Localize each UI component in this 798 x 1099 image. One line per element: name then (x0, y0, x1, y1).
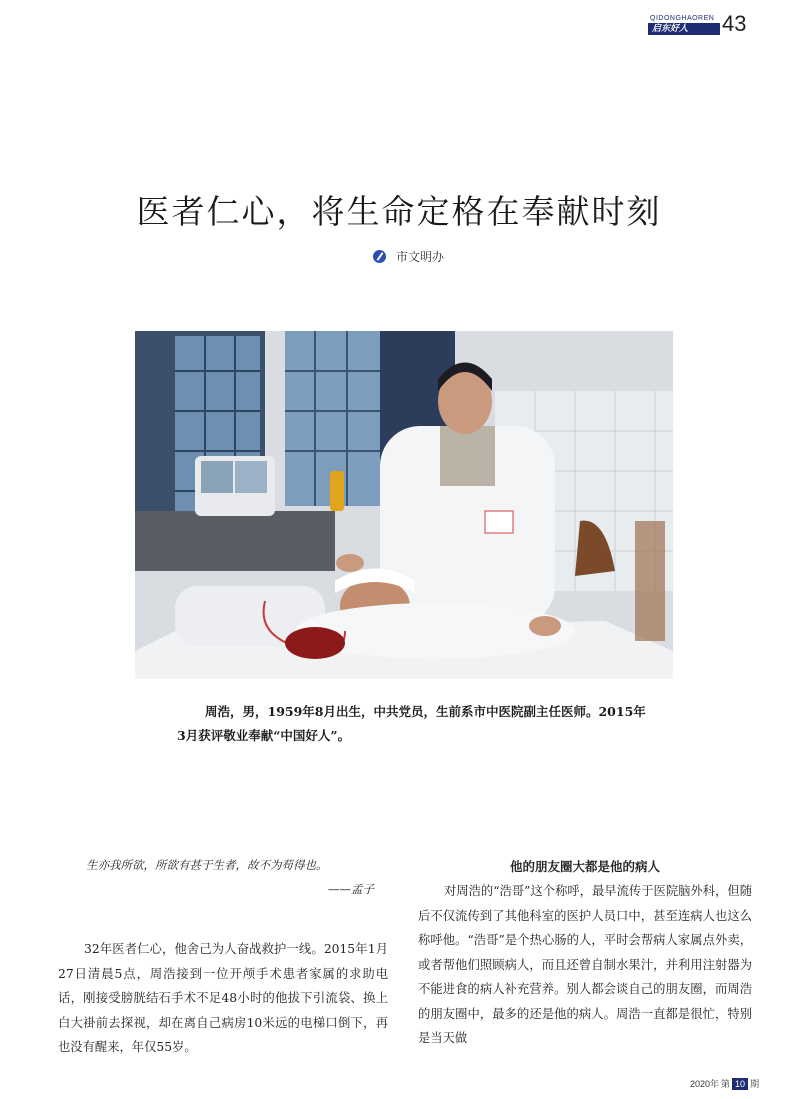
right-column (418, 855, 752, 1051)
author: 市文明办 (396, 250, 445, 264)
section-heading: 他的朋友圈大都是他的病人 (509, 859, 660, 874)
header-column-name: 启东好人 (648, 23, 720, 35)
footer-issue-number: 10 (732, 1078, 748, 1090)
photo-caption: 周浩，男，1959年8月出生，中共党员，生前系市中医院副主任医师。2015年3月获评敬业奉献“中国好人”。 (177, 704, 646, 743)
footer-issue-prefix: 第 (721, 1079, 731, 1089)
photo-illustration (135, 331, 673, 679)
page-number: 43 (722, 11, 747, 36)
header-pinyin: QIDONGHAOREN (650, 15, 715, 22)
epigraph-source: ——孟子 (328, 882, 374, 896)
epigraph: 生亦我所欲，所欲有甚于生者，故不为苟得也。 (86, 858, 328, 872)
footer-issue-suffix: 期 (750, 1079, 760, 1089)
footer-year: 2020年 (690, 1079, 720, 1089)
right-paragraph: 对周浩的“浩哥”这个称呼，最早流传于医院脑外科，但随后不仅流传到了其他科室的医护人员口中，甚至连病人也这么称呼他。“浩哥”是个热心肠的人，平时会帮病人家属点外卖，或者帮他们照顾病人，而且还曾自制水果汁，并利用注射器为不能进食的病人补充营养。别人都会谈自己的朋友圈，而周浩的朋友圈中，最多的还是他的病人。周浩一直都是很忙，特别是当天做 (418, 884, 752, 1045)
left-paragraph: 32年医者仁心，他舍己为人奋战救护一线。2015年1月27日清晨5点，周浩接到一位开颅手术患者家属的求助电话，刚接受膀胱结石手术不足48小时的他拔下引流袋、换上白大褂前去探视，却在离自己病房10米远的电梯口倒下，再也没有醒来，年仅55岁。 (58, 942, 388, 1054)
pen-icon (373, 250, 386, 263)
article-title: 医者仁心，将生命定格在奉献时刻 (136, 192, 662, 231)
left-column (58, 855, 388, 1060)
article-photo (135, 331, 673, 679)
byline (373, 248, 444, 265)
footer (690, 1077, 759, 1090)
